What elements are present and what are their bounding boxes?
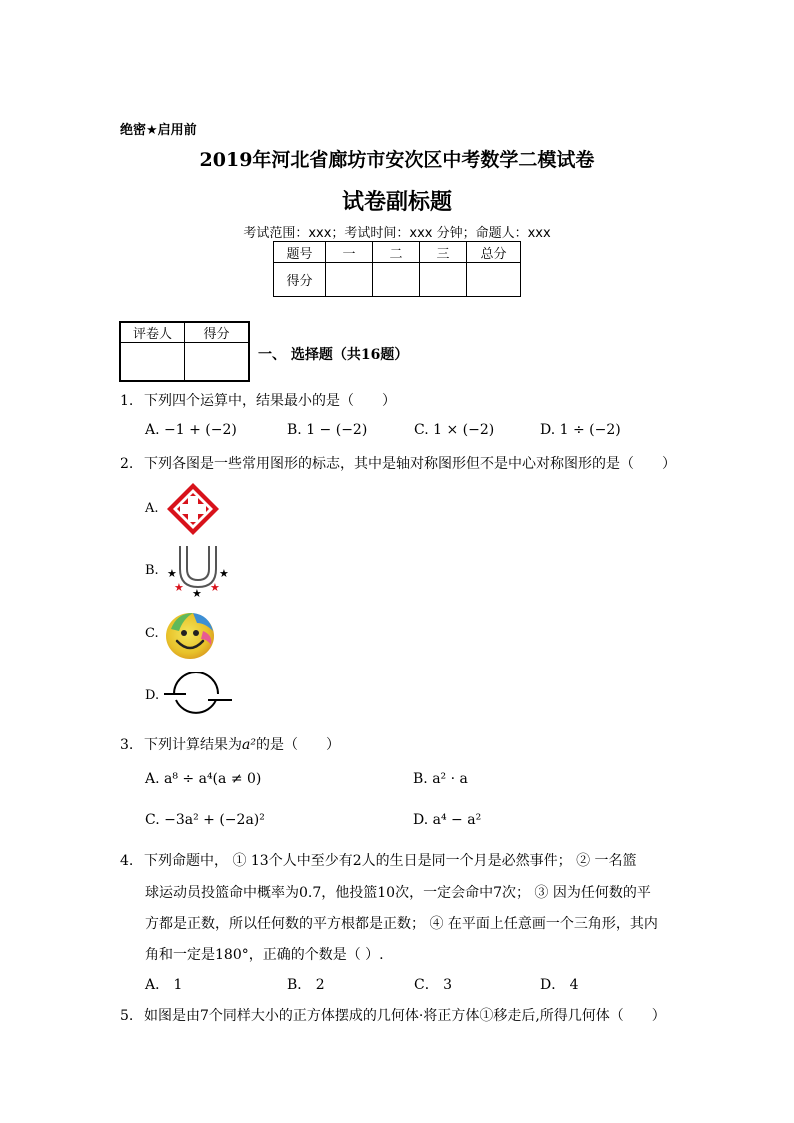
question-number: 4. [120,853,134,869]
option-d[interactable]: D. 1 ÷ (−2) [540,422,621,438]
score-header-cell: 总分 [467,242,521,263]
red-cross-logo-icon [165,481,221,537]
exam-info: 考试范围：xxx；考试时间：xxx 分钟；命题人：xxx [243,226,551,241]
secret-mark: 绝密★启用前 [120,123,197,138]
math-expression: a² [242,737,256,753]
question-number: 1. [120,393,134,409]
svg-text:★: ★ [174,581,184,594]
question-number: 5. [120,1008,134,1024]
option-d[interactable]: D. a⁴ − a² [413,812,482,828]
question-number: 2. [120,456,134,472]
score-cell[interactable] [326,263,373,297]
score-header-cell: 一 [326,242,373,263]
grader-header-cell: 评卷人 [120,322,185,343]
exam-title: 2019年河北省廊坊市安次区中考数学二模试卷 [199,149,595,171]
question-line: 方都是正数，所以任何数的平方根都是正数； ④ 在平面上任意画一个三角形，其内 [145,916,658,932]
question-3 [120,734,340,754]
grader-cell[interactable] [120,343,185,381]
option-b[interactable]: B. [145,563,159,578]
question-4 [120,850,637,870]
option-c[interactable]: C. [145,626,159,641]
grader-table [119,321,250,382]
question-stem: 如图是由7个同样大小的正方体摆成的几何体·将正方体①移走后,所得几何体（ ） [144,1008,666,1024]
option-a[interactable]: A. a⁸ ÷ a⁴(a ≠ 0) [145,771,262,787]
u-stars-logo-icon [163,543,233,599]
exam-subtitle: 试卷副标题 [341,189,452,215]
broken-circle-logo-icon [160,672,234,722]
option-b[interactable]: B． 2 [287,977,325,993]
score-header-cell: 三 [420,242,467,263]
option-d[interactable]: D. [145,688,160,703]
option-c[interactable]: C. −3a² + (−2a)² [145,812,265,828]
score-cell[interactable] [373,263,420,297]
grader-cell[interactable] [185,343,250,381]
score-table [273,241,521,297]
option-a[interactable]: A. [145,501,159,516]
question-stem-suffix: 的是（ ） [255,737,340,753]
question-2 [120,453,676,473]
question-number: 3. [120,737,134,753]
question-5 [120,1005,666,1025]
svg-text:★: ★ [219,567,229,580]
question-stem: 下列四个运算中，结果最小的是（ ） [144,393,396,409]
option-a[interactable]: A． 1 [145,977,183,993]
option-b[interactable]: B. 1 − (−2) [287,422,368,438]
option-b[interactable]: B. a² · a [413,771,468,787]
score-header-cell: 二 [373,242,420,263]
question-1 [120,390,396,410]
option-c[interactable]: C. 1 × (−2) [414,422,495,438]
svg-text:★: ★ [210,581,220,594]
option-d[interactable]: D． 4 [540,977,579,993]
question-line: 下列命题中， ① 13个人中至少有2人的生日是同一个月是必然事件； ② 一名篮 [144,853,637,869]
question-line: 球运动员投篮命中概率为0.7，他投篮10次，一定会命中7次； ③ 因为任何数的平 [145,885,651,901]
score-row-label: 得分 [274,263,326,297]
smiley-ball-logo-icon [163,609,217,661]
score-header-cell: 题号 [274,242,326,263]
svg-text:★: ★ [192,587,202,599]
section-heading: 一、 选择题（共16题） [258,347,409,363]
question-stem: 下列各图是一些常用图形的标志，其中是轴对称图形但不是中心对称图形的是（ ） [144,456,676,472]
svg-text:★: ★ [167,567,177,580]
question-line: 角和一定是180°，正确的个数是（ ）. [145,947,384,963]
score-cell[interactable] [420,263,467,297]
grader-header-cell: 得分 [185,322,250,343]
question-stem-prefix: 下列计算结果为 [144,737,242,753]
option-a[interactable]: A. −1 + (−2) [145,422,237,438]
option-c[interactable]: C． 3 [414,977,453,993]
score-cell[interactable] [467,263,521,297]
